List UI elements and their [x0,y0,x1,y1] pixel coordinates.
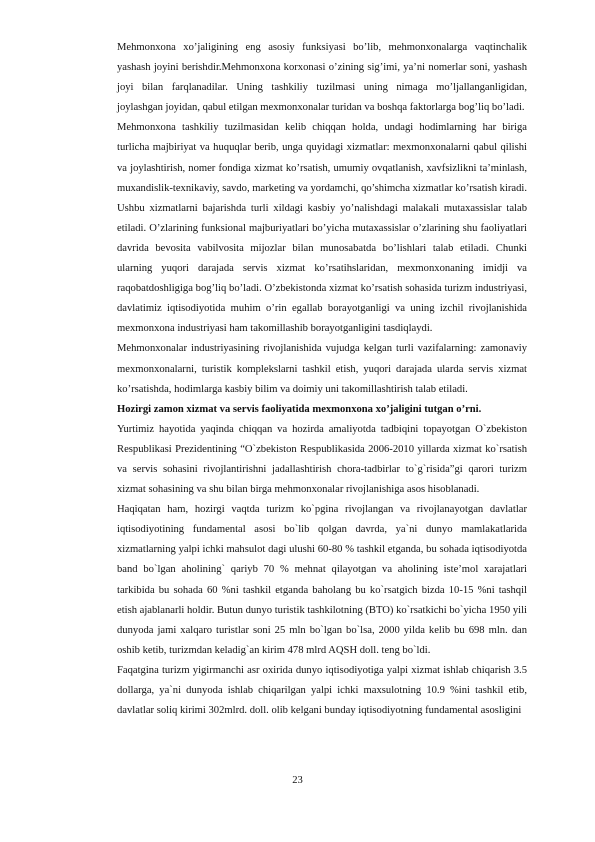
paragraph-7 [117,661,527,721]
section-heading-text: Hozirgi zamon xizmat va servis faoliyatida mexmonxona xo’jaligini tutgan o’rni. [117,403,482,415]
paragraph-3-text: Ushbu xizmatlarni bajarishda turli xildagi kasbiy yo’nalishdagi malakali mutaxassislar talab etiladi. O’zlarining funksional majburiyatlari bo’yicha mutaxassislar o’zlarining shu faoliyatlari davrida bevosita vabilvosita mijozlar bilan munosabatda bo’lishlari talab etiladi. Chunki ularning yuqori darajada servis xizmat ko’rsatihslaridan, mexmonxonaning imidji va raqobatdoshligiga bog’liq bo’ladi. O’zbekistonda xizmat ko’rsatish sohasida turizm industriyasi, davlatimiz iqtisodiyotida muhim o’rin egallab borayotganligi va uning izchil rivojlanishida mexmonxona industriyasi ham takomillashib borayotganligini tasdiqlaydi. [117,202,527,335]
paragraph-5-text: Yurtimiz hayotida yaqinda chiqqan va hozirda amaliyotda tadbiqini topayotgan O`zbekiston Respublikasi Prezidentining “O`zbekiston Respublikasida 2006-2010 yillarda xizmat ko`rsatish va servis sohasini rivojlantirishni jadallashtirish chora-tadbirlar to`g`risida”gi qarori turizm xizmat sohasining va shu bilan birga mehmonxonalar rivojlanishiga asos hisoblanadi. [117,423,527,496]
paragraph-4 [117,339,527,399]
paragraph-2-text: Mehmonxona tashkiliy tuzilmasidan kelib chiqqan holda, undagi hodimlarning har biriga turlicha majbiriyat va huquqlar berib, unga quyidagi xizmatlar: mexmonxonalarni qabul qilishi va joylashtirish, nomer fondiga xizmat ko’rsatish, umumiy ovqatlanish, xavfsizlikni ta’minlash, muxandislik-texnikaviy, savdo, marketing va yordamchi, qo’shimcha xizmatlar ko’rsatish kiradi. [117,122,528,194]
paragraph-7-text: Faqatgina turizm yigirmanchi asr oxirida dunyo iqtisodiyotiga yalpi xizmat ishlab chiqarish 3.5 dollarga, ya`ni dunyoda ishlab chiqarilgan yalpi ichki maxsulotning 10.9 %ini tashkil etib, davlatlar soliq kirimi 302mlrd. doll. olib kelgani bunday iqtisodiyotning fundamental asosligini [117,664,527,717]
section-heading [117,400,527,420]
paragraph-4-text: Mehmonxonalar industriyasining rivojlanishida vujudga kelgan turli vazifalarning: zamonaviy mexmonxonalarni, turistik komplekslarni tashkil etish, yuqori darajada ularda servis xizmat ko’rsatishda, hodimlarga kasbiy bilim va doimiy uni takomillashtirish talab etiladi. [117,343,527,395]
paragraph-5 [117,420,527,500]
paragraph-1-text: Mehmonxona xo’jaligining eng asosiy funksiyasi bo’lib, mehmonxonalarga vaqtinchalik yashash joyini berishdir.Mehmonxona korxonasi o’zining sig’imi, ya’ni nomerlar soni, yashash joyi bilan farqlanadilar. Uning tashkiliy tuzilmasi uning nimaga mo’ljallanganligidan, joylashgan joyidan, qabul etilgan mexmonxonalar turidan va boshqa faktorlarga bog’liq bo’ladi. [117,42,527,114]
page-number: 23 [292,775,303,786]
paragraph-2 [117,118,527,198]
document-body [117,38,527,721]
paragraph-3 [117,199,527,340]
paragraph-6 [117,500,527,661]
paragraph-6-text: Haqiqatan ham, hozirgi vaqtda turizm ko`pgina rivojlangan va rivojlanayotgan davlatlar iqtisodiyotining fundamental asosi bo`lib qolgan davrda, ya`ni dunyo mamlakatlarida xizmatlarning yalpi ichki mahsulot dagi ulushi 60-80 % tashkil etganda, bu sohada iqtisodiyotda band bo`lgan aholining` qariyb 70 % mehnat qilayotgan va aholining iste’mol xarajatlari tarkibida bu sohada 60 %ni tashkil etganda baholang bu ko`rsatgich bizda 10-15 %ni tashqil etish ajablanarli holdir. Butun dunyo turistik tashkilotning (BTO) ko`rsatkichi bo`yicha 1950 yili dunyoda jami xalqaro turistlar soni 25 mln bo`lgan bo`lsa, 2000 yilda kelib bu 698 mln. dan oshib ketib, turizmdan keladig`an kirim 478 mlrd AQSH doll. teng bo`ldi. [117,504,527,656]
paragraph-1 [117,38,527,118]
